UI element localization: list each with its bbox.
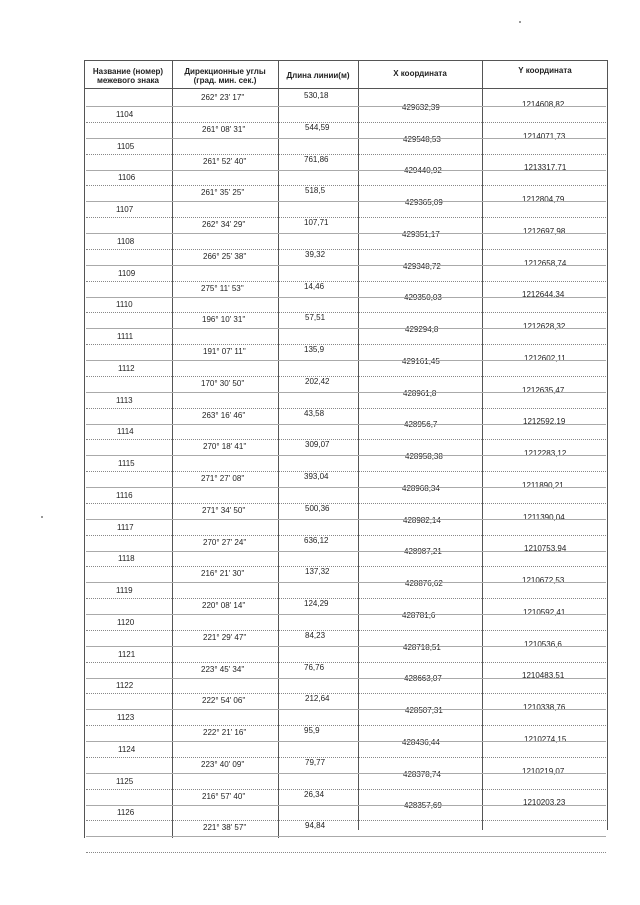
row-divider: [86, 154, 606, 155]
point-y: 1213317,71: [524, 163, 567, 173]
segment-length: 137,32: [305, 567, 330, 577]
segment-angle: 263° 16' 46'': [202, 410, 246, 420]
point-y: 1210219,07: [522, 766, 565, 776]
point-name: 1120: [117, 617, 135, 627]
point-name: 1106: [118, 173, 136, 183]
point-x: 428378,74: [403, 769, 441, 779]
segment-angle: 222° 21' 16'': [203, 728, 247, 737]
point-name: 1124: [118, 744, 136, 754]
segment-length: 518,5: [305, 186, 326, 196]
segment-length: 14,46: [304, 281, 325, 291]
row-divider: [86, 582, 606, 583]
point-y: 1214608,82: [522, 99, 565, 109]
segment-angle: 262° 23' 17'': [201, 93, 245, 102]
point-name: 1109: [118, 268, 136, 278]
point-x: 429348,72: [403, 261, 441, 271]
segment-angle: 216° 21' 30'': [201, 569, 245, 579]
point-y: 1210536,6: [524, 639, 562, 649]
point-y: 1212658,74: [524, 258, 567, 268]
segment-angle: 196° 10' 31'': [202, 315, 246, 325]
point-x: 428663,07: [404, 674, 442, 684]
point-name: 1115: [118, 459, 135, 469]
row-divider: [86, 741, 606, 742]
segment-angle: 220° 08' 14'': [202, 601, 246, 610]
segment-length: 76,76: [304, 662, 325, 672]
point-name: 1123: [117, 713, 135, 723]
point-y: 1210592,41: [523, 607, 566, 617]
segment-length: 26,34: [304, 789, 325, 799]
point-name: 1111: [117, 332, 134, 342]
point-name: 1116: [116, 490, 133, 500]
segment-angle: 271° 27' 08'': [201, 474, 245, 483]
table-top-border: [84, 60, 608, 61]
point-y: 1212628,32: [523, 322, 566, 332]
segment-length: 202,42: [305, 376, 330, 386]
segment-angle: 216° 57' 40'': [202, 791, 246, 801]
row-divider: [86, 344, 606, 345]
point-y: 1210203,23: [523, 798, 566, 808]
segment-angle: 221° 38' 57'': [203, 823, 247, 833]
point-name: 1121: [118, 649, 136, 659]
row-divider: [86, 328, 606, 329]
point-name: 1122: [116, 681, 134, 691]
row-divider: [86, 551, 606, 552]
segment-angle: 222° 54' 06'': [202, 696, 246, 706]
point-x: 429632,39: [402, 102, 440, 112]
point-y: 1212283,12: [524, 449, 567, 459]
segment-length: 212,64: [305, 694, 330, 704]
row-divider: [86, 789, 606, 790]
segment-angle: 262° 34' 29'': [202, 220, 246, 229]
row-divider: [86, 757, 606, 758]
point-y: 1210338,76: [523, 703, 566, 713]
row-divider: [86, 170, 606, 171]
row-divider: [86, 630, 606, 631]
segment-length: 94,84: [305, 821, 326, 831]
segment-length: 636,12: [304, 535, 329, 545]
point-y: 1212804,79: [522, 195, 565, 205]
row-divider: [86, 820, 606, 821]
point-name: 1113: [116, 395, 133, 405]
segment-angle: 223° 45' 34'': [201, 664, 245, 674]
point-x: 428956,7: [404, 420, 438, 430]
point-y: 1214071,73: [523, 131, 566, 141]
row-divider: [86, 693, 606, 694]
segment-angle: 270° 27' 24'': [203, 537, 247, 547]
point-x: 429365,09: [405, 198, 443, 208]
row-divider: [86, 297, 606, 298]
segment-angle: 270° 18' 41'': [203, 442, 247, 452]
header-length: Длина линии(м): [286, 71, 350, 80]
segment-angle: 266° 25' 38'': [203, 251, 247, 261]
segment-length: 95,9: [304, 726, 320, 735]
point-name: 1119: [116, 586, 133, 596]
row-divider: [86, 487, 606, 488]
point-y: 1212697,98: [523, 226, 566, 236]
point-name: 1108: [117, 236, 135, 246]
point-name: 1118: [118, 554, 135, 564]
point-x: 428507,31: [405, 706, 443, 716]
row-divider: [86, 249, 606, 250]
segment-length: 43,58: [304, 408, 325, 418]
point-x: 428357,69: [404, 801, 442, 811]
row-divider: [86, 122, 606, 123]
segment-length: 761,86: [304, 154, 329, 164]
point-x: 428718,51: [403, 642, 441, 652]
point-x: 428987,21: [404, 547, 442, 557]
point-y: 1212602,11: [524, 353, 566, 363]
row-divider: [86, 455, 606, 456]
header-angle: Дирекционные углы (град. мин. сек.): [184, 67, 266, 85]
row-divider: [86, 217, 606, 218]
point-x: 428958,38: [405, 452, 443, 462]
row-divider: [86, 725, 606, 726]
scan-speck: [519, 21, 521, 23]
segment-length: 135,9: [304, 345, 325, 354]
point-x: 429548,53: [403, 134, 441, 144]
point-y: 1210483,51: [522, 671, 565, 681]
column-divider-3: [358, 60, 359, 830]
row-divider: [86, 312, 606, 313]
header-name: Название (номер) межевого знака: [92, 67, 164, 85]
point-x: 429350,03: [404, 293, 442, 303]
point-name: 1110: [116, 300, 133, 310]
row-divider: [86, 471, 606, 472]
point-name: 1117: [117, 522, 134, 532]
segment-length: 79,77: [305, 757, 326, 767]
header-bottom-border: [84, 88, 608, 89]
column-divider-4: [482, 60, 483, 830]
point-y: 1210274,15: [524, 734, 567, 744]
point-x: 429294,8: [405, 325, 439, 335]
point-x: 428961,8: [403, 388, 437, 398]
row-divider: [86, 805, 606, 806]
header-y: Y координата: [518, 66, 572, 75]
point-y: 1211890,21: [522, 480, 564, 490]
segment-angle: 275° 11' 53'': [201, 283, 244, 293]
row-divider: [86, 598, 606, 599]
point-y: 1210753,94: [524, 544, 567, 554]
row-divider: [86, 138, 606, 139]
point-name: 1126: [117, 808, 135, 818]
row-divider: [86, 233, 606, 234]
row-divider: [86, 503, 606, 504]
row-divider: [86, 646, 606, 647]
point-x: 428968,34: [402, 483, 440, 493]
segment-length: 530,18: [304, 91, 329, 100]
segment-length: 39,32: [305, 249, 326, 259]
segment-length: 84,23: [305, 630, 326, 640]
point-y: 1212635,47: [522, 385, 565, 395]
table-left-border: [84, 60, 85, 838]
point-x: 429351,17: [402, 229, 440, 239]
column-divider-2: [278, 60, 279, 838]
row-divider: [86, 392, 606, 393]
segment-angle: 261° 08' 31'': [202, 124, 246, 134]
scan-speck: [41, 516, 43, 518]
point-y: 1212644,34: [522, 290, 565, 300]
row-divider: [86, 614, 606, 615]
row-divider: [86, 281, 606, 282]
point-x: 429161,45: [402, 356, 440, 366]
row-divider: [86, 201, 606, 202]
row-divider: [86, 773, 606, 774]
row-divider: [86, 662, 606, 663]
column-divider-1: [172, 60, 173, 838]
row-divider: [86, 376, 606, 377]
segment-length: 57,51: [305, 313, 326, 323]
row-divider: [86, 408, 606, 409]
segment-angle: 223° 40' 09'': [201, 759, 245, 769]
point-y: 1211390,04: [523, 512, 565, 522]
point-x: 428982,14: [403, 515, 441, 525]
segment-length: 393,04: [304, 472, 329, 481]
segment-angle: 261° 35' 25'': [201, 188, 245, 198]
segment-length: 500,36: [305, 503, 330, 513]
row-divider: [86, 535, 606, 536]
row-divider: [86, 265, 606, 266]
row-divider: [86, 852, 606, 853]
point-name: 1112: [118, 363, 135, 373]
segment-length: 309,07: [305, 440, 330, 450]
row-divider: [86, 836, 606, 837]
row-divider: [86, 709, 606, 710]
header-x: X координата: [393, 69, 447, 78]
segment-angle: 261° 52' 40'': [203, 156, 247, 166]
row-divider: [86, 360, 606, 361]
point-y: 1212592,19: [523, 417, 566, 427]
row-divider: [86, 519, 606, 520]
segment-angle: 271° 34' 50'': [202, 505, 246, 515]
segment-angle: 170° 30' 50'': [201, 378, 245, 388]
point-name: 1114: [117, 427, 134, 437]
point-x: 428436,44: [402, 737, 440, 747]
point-x: 429440,92: [404, 166, 442, 176]
point-name: 1105: [117, 141, 135, 151]
point-name: 1125: [116, 776, 134, 786]
segment-angle: 221° 29' 47'': [203, 632, 247, 642]
row-divider: [86, 566, 606, 567]
row-divider: [86, 424, 606, 425]
row-divider: [86, 439, 606, 440]
point-x: 428781,6: [402, 610, 436, 620]
row-divider: [86, 185, 606, 186]
segment-angle: 191° 07' 11'': [203, 347, 246, 356]
segment-length: 544,59: [305, 122, 330, 132]
point-name: 1107: [116, 205, 134, 215]
segment-length: 124,29: [304, 599, 329, 608]
table-right-border: [607, 60, 608, 830]
row-divider: [86, 678, 606, 679]
segment-length: 107,71: [304, 218, 329, 227]
point-x: 428876,62: [405, 579, 443, 589]
row-divider: [86, 106, 606, 107]
point-y: 1210672,53: [522, 576, 565, 586]
point-name: 1104: [116, 109, 134, 119]
